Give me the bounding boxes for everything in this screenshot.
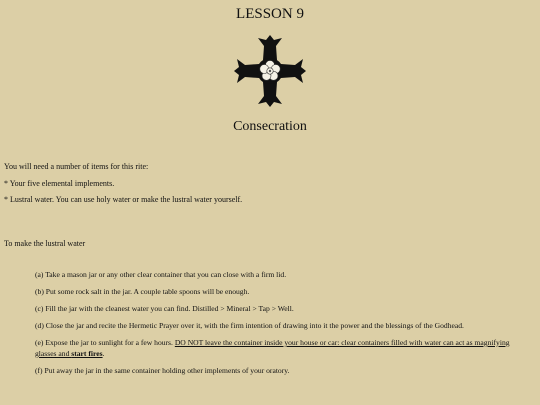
section-heading: To make the lustral water: [4, 239, 86, 248]
step-a: (a) Take a mason jar or any other clear container that you can close with a firm lid.: [35, 270, 287, 279]
step-e: [35, 337, 515, 359]
page-subtitle: Consecration: [233, 119, 307, 134]
intro-item-lustral-water: * Lustral water. You can use holy water or make the lustral water yourself.: [4, 195, 243, 204]
step-f: (f) Put away the jar in the same container holding other implements of your oratory.: [35, 366, 290, 375]
intro-item-implements: * Your five elemental implements.: [4, 179, 115, 188]
steps-list: [35, 269, 515, 382]
step-b: (b) Put some rock salt in the jar. A couple table spoons will be enough.: [35, 287, 250, 296]
cross-rose-icon: [233, 34, 307, 108]
step-d: (d) Close the jar and recite the Hermetic Prayer over it, with the firm intention of drawing into it the power and the blessings of the Godhead.: [35, 321, 464, 330]
lesson-title: LESSON 9: [236, 6, 304, 22]
step-e-end: .: [102, 349, 105, 358]
step-e-warning-text: DO NOT leave the container inside your house or car: clear containers filled with water can act as magnifying glasses and: [35, 338, 510, 358]
intro-needs: You will need a number of items for this rite:: [4, 162, 149, 171]
step-c: (c) Fill the jar with the cleanest water you can find. Distilled > Mineral > Tap > Well.: [35, 304, 294, 313]
step-e-text: (e) Expose the jar to sunlight for a few hours.: [35, 338, 175, 347]
step-e-warning-bold: start fires: [71, 349, 103, 358]
